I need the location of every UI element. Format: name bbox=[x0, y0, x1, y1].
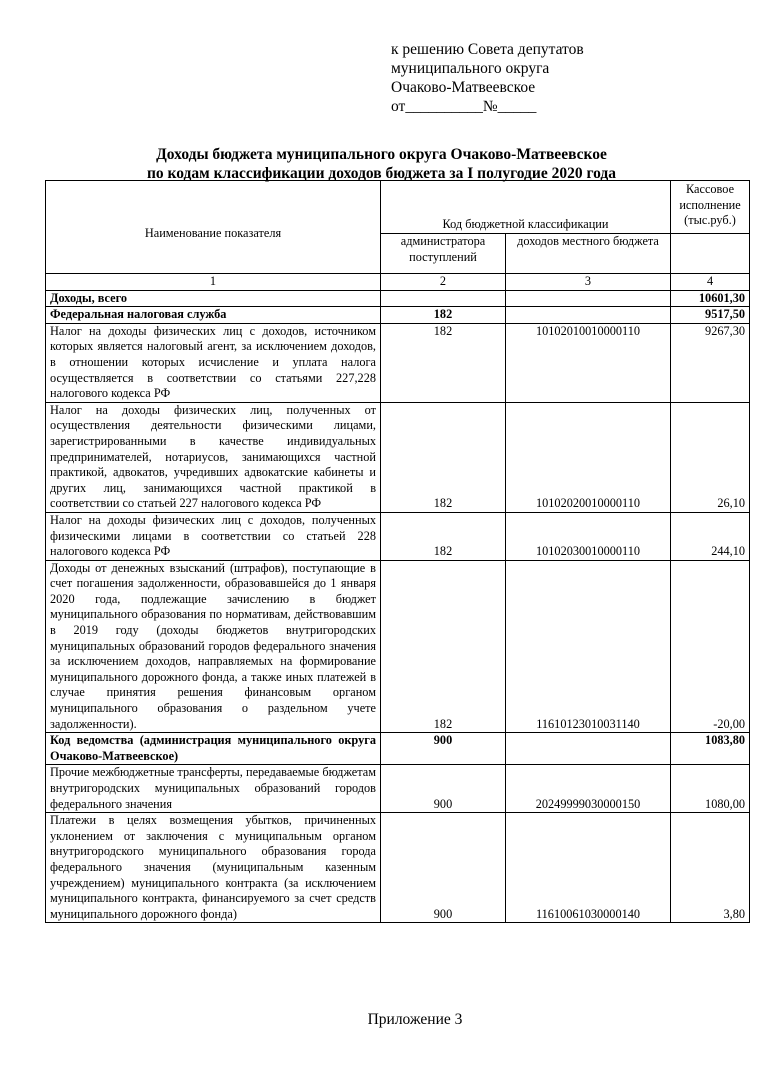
row-name: Платежи в целях возмещения убытков, причиненных уклонением от заключения с муниципальным органом внутригородского муниципального образования города федерального значения (муниципальным казенным учреждением) муниципального контракта (за исключением муниципального контракта, финансируемого за счет средств муниципального дорожного фонда) bbox=[46, 813, 381, 923]
header-line-3: Очаково-Матвеевское bbox=[391, 79, 536, 96]
header-exec: Кассовое исполнение (тыс.руб.) bbox=[671, 181, 750, 234]
row-code: 20249999030000150 bbox=[506, 765, 671, 813]
row-code: 11610061030000140 bbox=[506, 813, 671, 923]
total-value: 10601,30 bbox=[671, 290, 750, 307]
row-name: Доходы от денежных взысканий (штрафов), поступающие в счет погашения задолженности, образовавшейся до 1 января 2020 года, подлежащие зачислению в бюджет муниципального образования по нормативам, действовавшим в 2019 году (доходы бюджетов внутригородских муниципальных образований городов федерального значения за исключением доходов, направляемых на формирование муниципального дорожного фонда, а также иных платежей в случае принятия решения финансовым органом муниципального образования о раздельном учете задолженности). bbox=[46, 560, 381, 733]
fns-admin: 182 bbox=[381, 307, 506, 324]
income-table bbox=[45, 180, 750, 923]
header-line-2: муниципального округа bbox=[391, 60, 550, 77]
header-income: доходов местного бюджета bbox=[506, 234, 671, 274]
row-name: Налог на доходы физических лиц с доходов, источником которых является налоговый агент, за исключением доходов, в отношении которых исчисление и уплата налога осуществляется в соответствии со статьями 227,228 налогового кодекса РФ bbox=[46, 323, 381, 402]
column-number: 3 bbox=[506, 274, 671, 291]
table-row-fns bbox=[46, 307, 750, 324]
row-code: 10102010010000110 bbox=[506, 323, 671, 402]
table-row bbox=[46, 323, 750, 402]
appendix-label: Приложение 3 bbox=[367, 1011, 463, 1028]
row-value: 9267,30 bbox=[671, 323, 750, 402]
document-header bbox=[391, 40, 584, 116]
column-number: 1 bbox=[46, 274, 381, 291]
table-row bbox=[46, 560, 750, 733]
header-name: Наименование показателя bbox=[46, 181, 381, 274]
row-admin: 900 bbox=[381, 765, 506, 813]
document-title bbox=[30, 145, 733, 183]
row-code: 10102020010000110 bbox=[506, 402, 671, 512]
table-row-total bbox=[46, 290, 750, 307]
row-value: 26,10 bbox=[671, 402, 750, 512]
row-value: 3,80 bbox=[671, 813, 750, 923]
column-numbers-row bbox=[46, 274, 750, 291]
header-empty bbox=[671, 234, 750, 274]
row-admin: 182 bbox=[381, 323, 506, 402]
table-row bbox=[46, 512, 750, 560]
row-name: Налог на доходы физических лиц с доходов, полученных физическими лицами в соответствии со статьей 228 налогового кодекса РФ bbox=[46, 512, 381, 560]
column-number: 2 bbox=[381, 274, 506, 291]
fns-name: Федеральная налоговая служба bbox=[46, 307, 381, 324]
row-admin: 900 bbox=[381, 813, 506, 923]
fns-value: 9517,50 bbox=[671, 307, 750, 324]
row-name: Налог на доходы физических лиц, полученных от осуществления деятельности физическими лицами, зарегистрированными в качестве индивидуальных предпринимателей, нотариусов, занимающихся частной практикой, адвокатов, учредивших адвокатские кабинеты и других лиц, занимающихся частной практикой в соответствии со статьей 227 налогового кодекса РФ bbox=[46, 402, 381, 512]
table-row-dept bbox=[46, 733, 750, 765]
title-line-1: Доходы бюджета муниципального округа Очаково-Матвеевское bbox=[156, 146, 607, 163]
table-row bbox=[46, 813, 750, 923]
title-line-2: по кодам классификации доходов бюджета за I полугодие 2020 года bbox=[146, 165, 617, 182]
row-admin: 182 bbox=[381, 402, 506, 512]
column-number: 4 bbox=[671, 274, 750, 291]
row-value: 1080,00 bbox=[671, 765, 750, 813]
header-line-1: к решению Совета депутатов bbox=[391, 41, 584, 58]
table-row bbox=[46, 402, 750, 512]
table-header-row bbox=[46, 181, 750, 234]
row-admin: 182 bbox=[381, 512, 506, 560]
row-code: 10102030010000110 bbox=[506, 512, 671, 560]
header-admin: администратора поступлений bbox=[381, 234, 506, 274]
header-line-4: от__________№_____ bbox=[391, 98, 537, 115]
header-code: Код бюджетной классификации bbox=[381, 181, 671, 234]
dept-admin: 900 bbox=[381, 733, 506, 765]
dept-name: Код ведомства (администрация муниципального округа Очаково-Матвеевское) bbox=[46, 733, 381, 765]
row-value: 244,10 bbox=[671, 512, 750, 560]
row-code: 11610123010031140 bbox=[506, 560, 671, 733]
row-admin: 182 bbox=[381, 560, 506, 733]
row-value: -20,00 bbox=[671, 560, 750, 733]
table-row bbox=[46, 765, 750, 813]
row-name: Прочие межбюджетные трансферты, передаваемые бюджетам внутригородских муниципальных образований городов федерального значения bbox=[46, 765, 381, 813]
dept-value: 1083,80 bbox=[671, 733, 750, 765]
total-name: Доходы, всего bbox=[46, 290, 381, 307]
